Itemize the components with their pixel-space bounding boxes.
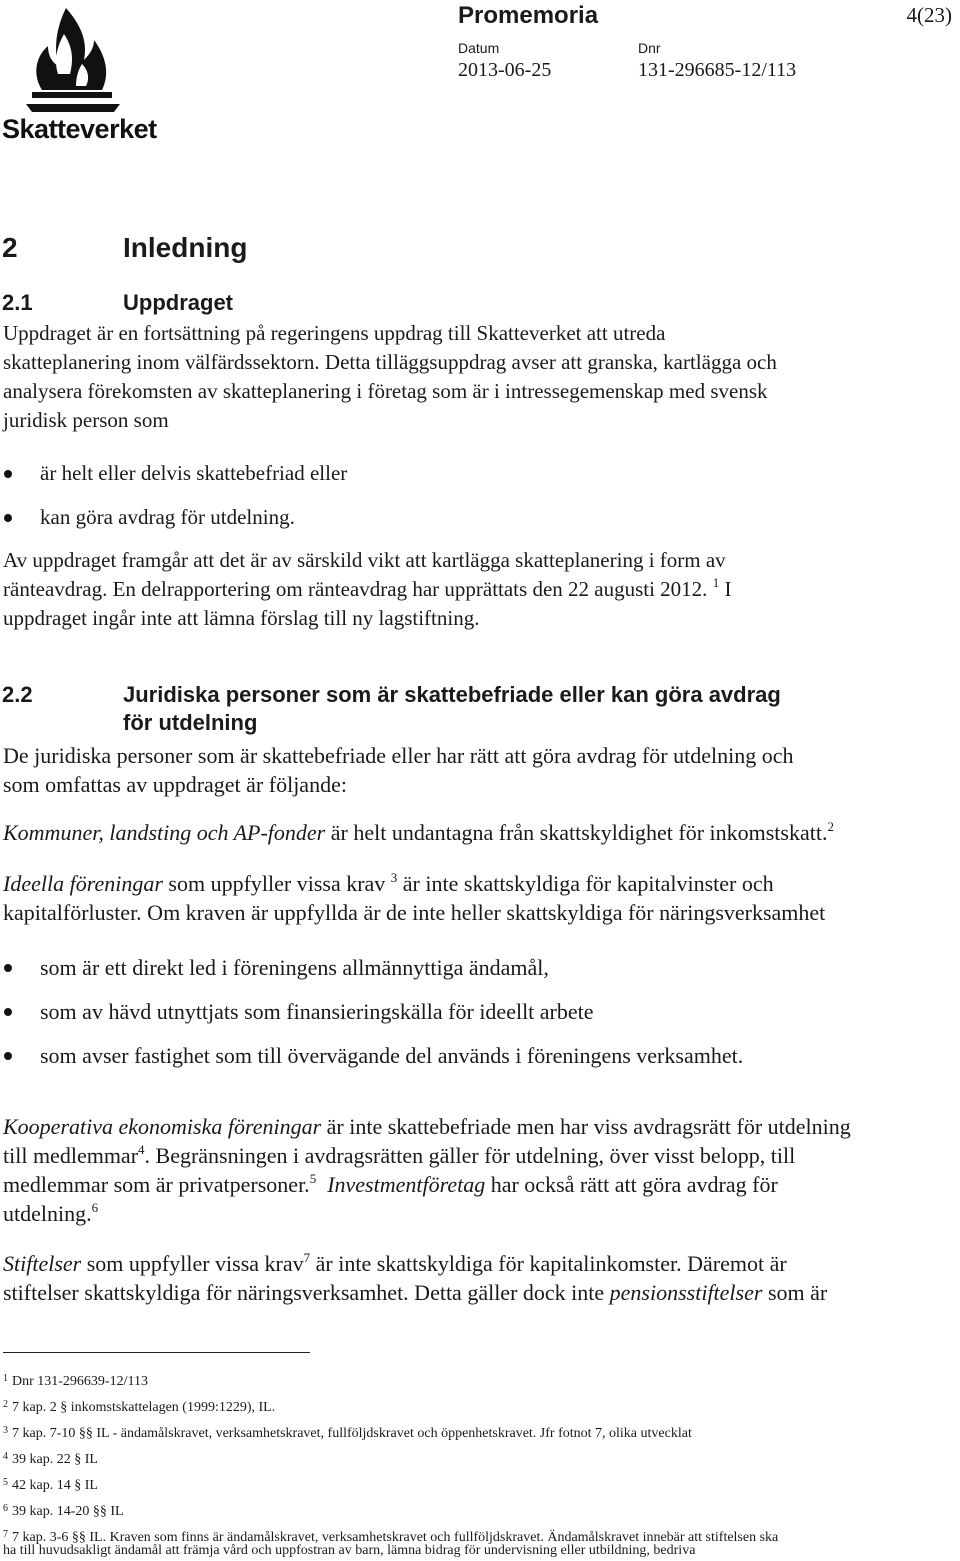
list-item [0,1041,900,1070]
text-line: kapitalförluster. Om kraven är uppfyllda är de inte heller skattskyldiga för näringsverksamhet [3,900,826,925]
footnote-number: 6 [3,1503,8,1514]
text-line: skatteplanering inom välfärdssektorn. Detta tilläggsuppdrag avser att granska, kartlägga och [3,350,777,374]
heading-title-cont: för utdelning [123,710,258,735]
footnote-number: 7 [3,1529,8,1540]
date-label: Datum [458,40,500,56]
text-span: som är [762,1280,828,1305]
page-number: 4(23) [906,3,952,27]
crown-emblem-icon [2,4,158,114]
footnote-ref[interactable]: 2 [827,819,834,834]
dnr-value: 131-296685-12/113 [638,59,797,81]
emphasis: Ideella föreningar [3,871,163,896]
footnote-text: Dnr 131-296639-12/113 [12,1374,148,1389]
footnote-ref[interactable]: 5 [309,1171,317,1186]
footnote-number: 2 [3,1399,8,1410]
heading-number: 2.1 [2,290,33,315]
bullet-icon [4,1052,12,1060]
text-span: är inte skattskyldiga för kapitalvinster och [397,871,774,896]
footnote-text: 39 kap. 14-20 §§ IL [12,1504,124,1519]
date-value: 2013-06-25 [458,59,552,81]
logo-wordmark: Skatteverket [2,114,157,144]
footnote-text: 42 kap. 14 § IL [12,1478,98,1493]
text-line: som omfattas av uppdraget är följande: [3,772,347,797]
emphasis: Investmentföretag [327,1172,486,1197]
list-item [0,997,900,1026]
bullet-icon [4,1008,12,1016]
footnote-divider [3,1352,310,1353]
text-span: är inte skattskyldiga för kapitalinkomster. Däremot är [310,1251,787,1276]
text-line [3,1170,953,1199]
footnote [3,1372,953,1392]
footnote [3,1450,953,1470]
list-item-text: som avser fastighet som till övervägande del används i föreningens verksamhet. [40,1043,744,1068]
skatteverket-logo [2,4,158,144]
text-span: utdelning. [3,1201,92,1226]
text-span: som uppfyller vissa krav [162,871,386,896]
text-line [3,1278,953,1307]
dnr-label: Dnr [638,40,661,56]
text-line: Uppdraget är en fortsättning på regeringens uppdrag till Skatteverket att utreda [3,321,666,345]
text-line [3,575,953,604]
emphasis: Kooperativa ekonomiska föreningar [3,1114,322,1139]
heading-title: Juridiska personer som är skattebefriade eller kan göra avdrag [123,682,781,707]
text-span: är inte skattebefriade men har viss avdragsrätt för utdelning [321,1114,851,1139]
list-item-text: som av hävd utnyttjats som finansieringskälla för ideellt arbete [40,999,594,1024]
footnote-text: 39 kap. 22 § IL [12,1452,98,1467]
text-line [3,1141,953,1170]
list-item [0,953,900,982]
heading-title: Uppdraget [123,290,233,315]
text-span: medlemmar som är privatpersoner. [3,1172,310,1197]
emphasis: Stiftelser [3,1251,82,1276]
footnote-number: 3 [3,1425,8,1436]
text-line [3,1249,953,1278]
footnote-ref[interactable]: 1 [712,575,720,590]
document-type: Promemoria [458,2,599,29]
footnote-text: 7 kap. 2 § inkomstskattelagen (1999:1229), IL. [12,1400,276,1415]
text-line [3,1199,953,1228]
footnote-text: 7 kap. 7-10 §§ IL - ändamålskravet, verksamhetskravet, fullföljdskravet och öppenhetskravet. Jfr fotnot 7, olika utvecklat [12,1426,692,1441]
footnote-text: 7 kap. 3-6 §§ IL. Kraven som finns är ändamålskravet, verksamhetskravet och fullföljdskravet. Ändamålskravet innebär att stiftelsen ska [12,1530,779,1545]
heading-inledning [2,232,247,264]
heading-number: 2 [2,232,18,263]
footnote [3,1424,953,1444]
text-span: som uppfyller vissa krav [81,1251,304,1276]
list-item-text: kan göra avdrag för utdelning. [40,505,295,529]
bullet-icon [4,470,12,478]
footnote-number: 5 [3,1477,8,1488]
footnote-number: 1 [3,1373,8,1384]
paragraph-ranteavdrag [3,546,953,633]
bullet-icon [4,964,12,972]
text-line [3,1112,953,1141]
text-span: . Begränsningen i avdragsrätten gäller för utdelning, över visst belopp, till [144,1143,796,1168]
text-line [3,869,953,898]
list-item [0,503,900,532]
footnote [3,1502,953,1522]
heading-uppdraget [2,290,233,316]
text-line: uppdraget ingår inte att lämna förslag till ny lagstiftning. [3,606,480,630]
text-span: har också rätt att göra avdrag för [485,1172,778,1197]
footnote-ref[interactable]: 4 [138,1142,145,1157]
text-span: till medlemmar [3,1143,139,1168]
list-item-text: som är ett direkt led i föreningens allmännyttiga ändamål, [40,955,549,980]
paragraph-kommuner [3,818,953,847]
paragraph-stiftelser [3,1249,953,1307]
text-line: juridisk person som [3,408,169,432]
paragraph-kooperativa [3,1112,953,1228]
text-line: De juridiska personer som är skattebefriade eller har rätt att göra avdrag för utdelning och [3,743,794,768]
footnote-ref[interactable]: 6 [91,1200,99,1215]
emphasis: pensionsstiftelser [609,1280,763,1305]
footnote-number: 4 [3,1451,8,1462]
text-line: analysera förekomsten av skatteplanering i företag som är i intressegemenskap med svensk [3,379,768,403]
heading-juridiska-personer [2,682,781,708]
paragraph-ideella [3,869,953,927]
paragraph-intro [3,741,953,799]
text-line: Av uppdraget framgår att det är av särskild vikt att kartlägga skatteplanering i form av [3,548,726,572]
list-item [0,459,900,488]
paragraph-uppdraget [3,319,953,435]
text-span: I [719,577,732,601]
text-span: ränteavdrag. En delrapportering om ränteavdrag har upprättats den 22 augusti 2012. [3,577,708,601]
heading-number: 2.2 [2,682,33,707]
heading-title: Inledning [123,232,248,263]
text-span: stiftelser skattskyldiga för näringsverksamhet. Detta gäller dock inte [3,1280,610,1305]
bullet-icon [4,514,12,522]
emphasis: Kommuner, landsting och AP-fonder [3,820,326,845]
footnote-ref[interactable]: 7 [303,1250,311,1265]
footnote [3,1398,953,1418]
list-item-text: är helt eller delvis skattebefriad eller [40,461,348,485]
text-span: är helt undantagna från skattskyldighet för inkomstskatt. [325,820,828,845]
footnote-ref[interactable]: 3 [390,870,398,885]
footnote [3,1476,953,1496]
footnote-continuation: ha till huvudsakligt ändamål att främja vård och uppfostran av barn, lämna bidrag för undervisning eller utbildning, bedriva [3,1543,696,1558]
